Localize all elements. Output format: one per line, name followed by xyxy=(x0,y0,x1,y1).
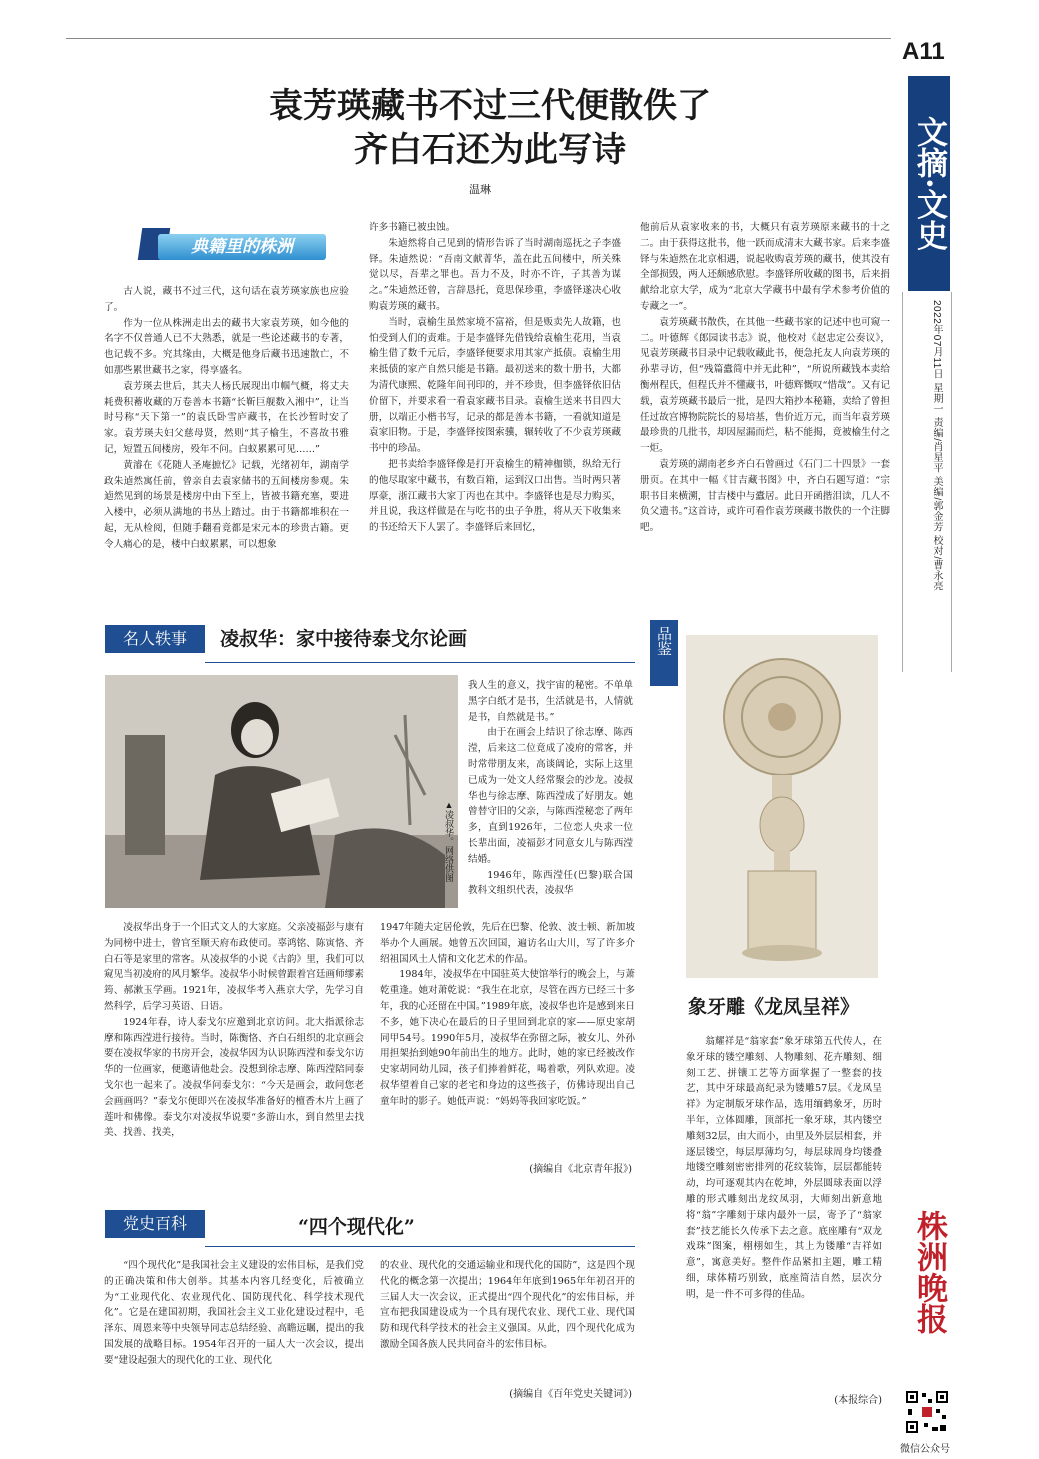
story2-source: (摘编自《北京青年报》) xyxy=(529,1164,632,1175)
story2-right-column xyxy=(468,678,633,918)
story2-paragraph: 1924年春，诗人泰戈尔应邀到北京访问。北大指派徐志摩和陈西滢进行接待。当时，陈衡恪、齐白石组织的北京画会要在凌叔华家的书房开会，凌叔华因为认识陈西滢和泰戈尔访华的一位画家，便邀请他赴会。没想到徐志摩、陈西滢陪同泰戈尔也一起来了。凌叔华问泰戈尔：“今天是画会，敢问您老会画画吗？”泰戈尔便即兴在凌叔华准备好的檀香木片上画了莲叶和佛像。泰戈尔对凌叔华说要“多游山水，到自然里去找美、找善、找美， xyxy=(104,1016,364,1139)
story2-paragraph: 凌叔华出身于一个旧式文人的大家庭。父亲凌福彭与康有为同榜中进士，曾官至顺天府布政使司。辜鸿铭、陈寅恪、齐白石等是家里的常客。从凌叔华的小说《古韵》里，我们可以窥见当初凌府的风月繁华。凌叔华小时候曾跟着宫廷画师缪素筠、郝漱玉学画。1921年，凌叔华考入燕京大学，先学习自然科学，后学习英语、日语。 xyxy=(104,922,364,1012)
story3-source: (摘编自《百年党史关键词》) xyxy=(509,1389,632,1400)
story2-paragraph: 1946年，陈西滢任(巴黎)联合国教科文组织代表，凌叔华 xyxy=(468,869,633,897)
story3-title: “四个现代化” xyxy=(298,1216,415,1238)
ivory-carving-photo xyxy=(686,635,878,978)
story3-badge: 党史百科 xyxy=(105,1210,205,1238)
lead-author: 温琳 xyxy=(469,184,491,196)
section-title xyxy=(908,76,950,291)
dateline: 2022年07月11日 星期一 责编/肖星平 美编/郭金芳 校对/曹永亮 xyxy=(931,300,942,592)
lead-paragraph: 许多书籍已被虫蚀。 xyxy=(369,222,456,233)
story3-paragraph: “四个现代化”是我国社会主义建设的宏伟目标，是我们党的正确决策和伟大创举。其基本内容几经变化，后被确立为“工业现代化、农业现代化、国防现代化、科学技术现代化”。它是在建国初期，我国社会主义工业化建设过程中，毛泽东、周恩来等中央领导同志总结经验、高瞻远瞩，提出的我国发展的战略目标。1954年召开的一届人大一次会议，提出要“建设起强大的现代化的工业、现代化 xyxy=(104,1260,364,1366)
lead-column-1 xyxy=(104,284,349,614)
story4-source: (本报综合) xyxy=(834,1395,882,1406)
story2-title: 凌叔华：家中接待泰戈尔论画 xyxy=(220,628,468,650)
story2-mid-column xyxy=(380,920,635,1160)
lead-title-line1: 袁芳瑛藏书不过三代便散佚了 xyxy=(269,86,711,126)
story2-paragraph: 我人生的意义，找宇宙的秘密。不单单黑字白纸才是书，生活就是书，人情就是书，自然就是书。” xyxy=(468,680,633,723)
portrait-caption: ▲凌叔华。网络供图 xyxy=(444,800,454,882)
lead-paragraph: 当时，袁榆生虽然家境不富裕，但是贩卖先人故籍，也怕受到人们的责难。于是李盛铎先借钱给袁榆生花用，当袁榆生借了数千元后，李盛铎便要求用其家产抵债。袁榆生用来抵债的家产自然只能是书籍。最初送来的数十册书，大都为清代康熙、乾隆年间刊印的，并不珍贵，但李盛铎依旧估价留下，并要求看一看袁家藏书目录。袁榆生送来书目四大册，以端正小楷书写，记录的都是善本书籍，一看就知道是袁家旧物。于是，李盛铎按图索骥，辗转收了不少袁芳瑛藏书中的珍品。 xyxy=(369,316,621,455)
lead-paragraph: 袁芳瑛藏书散佚，在其他一些藏书家的记述中也可窥一二。叶德辉《郎园读书志》说，他校对《赵忠定公奏议》，见袁芳瑛藏书目录中记载收藏此书，便急托友人向袁芳瑛的孙辈寻访，但“残篇蠹简中并无此种”，“所说所藏钱本卖给衡州程氏，但程氏并不懂藏书，叶德辉慨叹“惜哉”。又有记载，袁芳瑛藏书最后一批，是四大箱抄本秘籍，卖给了曾担任过故宫博物院院长的易培基，售价近万元，而当年袁芳瑛最珍贵的几批书，却因屋漏而烂，粘不能揭，竟被榆生付之一炬。 xyxy=(640,316,890,455)
portrait-illustration xyxy=(105,675,458,908)
newspaper-logo-text: 株洲晚报 xyxy=(911,1210,947,1334)
lead-column-3 xyxy=(640,220,890,615)
story4-badge xyxy=(650,620,678,686)
story3-right-column xyxy=(380,1258,635,1373)
story2-badge: 名人轶事 xyxy=(105,625,205,653)
lead-paragraph: 古人说，藏书不过三代，这句话在袁芳瑛家族也应验了。 xyxy=(104,286,349,313)
lead-paragraph: 黄濬在《花随人圣庵摭忆》记载，光绪初年，湖南学政朱逌然寓任前，曾亲自去袁家储书的五间楼房参观。朱逌然见到的场景是楼房中由下至上，皆被书籍充塞，要进入楼中，必须从满地的书丛上踏过。由于书籍都堆积在一起，无从检阅，但随手翻看竟都是宋元本的珍贵古籍。更令人痛心的是，楼中白蚁累累，可以想象 xyxy=(104,459,349,550)
story4-title: 象牙雕《龙凤呈祥》 xyxy=(688,996,860,1018)
story4-text xyxy=(686,1034,882,1389)
story2-rule xyxy=(205,662,635,663)
lead-paragraph: 作为一位从株洲走出去的藏书大家袁芳瑛，如今他的名字不仅普通人已不大熟悉，就是一些论述藏书的专著，也记载不多。究其缘由，大概是他身后藏书迅速散亡，不如那些累世藏书之家，得享盛名。 xyxy=(104,317,349,376)
column-banner-label: 典籍里的株洲 xyxy=(158,234,326,260)
story2-left-column xyxy=(104,920,364,1185)
newspaper-logo xyxy=(909,1210,949,1370)
story3-rule xyxy=(205,1246,635,1247)
dateline-rule-right xyxy=(951,292,952,672)
story2-paragraph: 1984年，凌叔华在中国驻英大使馆举行的晚会上，与萧乾重逢。她对萧乾说：“我生在北京，尽管在西方已经三十多年，我的心还留在中国。”1989年底，凌叔华也许是感到来日不多，她下决心在最后的日子里回到北京的家——原史家胡同甲54号。1990年5月，凌叔华在弥留之际，被女儿、外孙用担架抬到她90年前出生的地方。此时，她的家已经被改作史家胡同幼儿园，孩子们捧着鲜花，喝着歌，列队欢迎。凌叔华望着自己家的老宅和身边的这些孩子，仿佛诗现出自己童年时的影子。她低声说：“妈妈等我回家吃饭。” xyxy=(380,969,635,1107)
story2-paragraph: 1947年随夫定居伦敦，先后在巴黎、伦敦、波士顿、新加坡举办个人画展。她曾五次回国，遍访名山大川，写了许多介绍祖国风土人情和文化艺术的作品。 xyxy=(380,922,635,965)
lead-paragraph: 袁芳瑛去世后，其夫人杨氏展现出巾帼气概，将丈夫耗费积蓄收藏的万卷善本书籍“长靳巨舰数入湘中”，让当时号称“天下第一”的袁氏卧雪庐藏书，在长沙暂时安了家。袁芳瑛夫妇父慈母贤，然则“其子榆生，不喜故书雅记，短置五间楼房，殁年不问。白蚁累累可见……” xyxy=(104,380,349,455)
qr-code-icon xyxy=(904,1389,950,1435)
lead-headline xyxy=(140,84,840,172)
section-title-text: 文摘·文史 xyxy=(911,116,947,251)
lead-paragraph: 把书卖给李盛铎像是打开袁榆生的精神枷锁，纵给无行的他尽取家中藏书，有数百箱，运到汉口出售。当时两只著厚豪，浙江藏书大家丁丙也在其中。李盛铎也是尽力购买，并且说，我这样做是在与吃书的虫子争胜，将从天下收集来的书还给天下人罢了。李盛铎后来回忆， xyxy=(369,458,621,534)
portrait-photo xyxy=(105,675,458,908)
dateline-rule-left xyxy=(902,292,903,672)
lead-title-line2: 齐白石还为此写诗 xyxy=(354,130,626,170)
lead-paragraph: 袁芳瑛的湖南老乡齐白石曾画过《石门二十四景》一套册页。在其中一幅《甘吉藏书图》中，齐白石题写道：“宗职书目来横溯，甘吉楼中与蠹居。此日开函揩泪读，几人不负父遗书。”这首诗，或许可看作袁芳瑛藏书散佚的一个注脚吧。 xyxy=(640,458,890,534)
story3-paragraph: 的农业、现代化的交通运输业和现代化的国防”，这是四个现代化的概念第一次提出；1964年年底到1965年年初召开的三届人大一次会议，正式提出“四个现代化”的宏伟目标，并宣布把我国建设成为一个具有现代农业、现代工业、现代国防和现代科学技术的社会主义强国。从此，四个现代化成为激励全国各族人民共同奋斗的宏伟目标。 xyxy=(380,1260,635,1350)
top-rule xyxy=(66,38,891,39)
lead-paragraph: 他前后从袁家收来的书，大概只有袁芳瑛原来藏书的十之二。由于获得这批书，他一跃而成清末大藏书家。后来李盛铎与朱逌然在北京相遇，说起收购袁芳瑛的藏书，使其没有全部损毁，两人还颇感欣慰。李盛铎所收藏的图书，后来捐献给北京大学，成为“北京大学藏书中最有学术参考价值的专藏之一”。 xyxy=(640,222,890,312)
qr-code[interactable] xyxy=(904,1389,950,1435)
story3-left-column xyxy=(104,1258,364,1408)
qr-caption: 微信公众号 xyxy=(900,1444,950,1455)
lead-paragraph: 朱逌然将自己见到的情形告诉了当时湖南巡抚之子李盛铎。朱逌然说：“吾南文献菁华，盖在此五间楼中，所关殊觉以尽，吾辈之罪也。吾力不及，时亦不许，子其善为谋之。”朱逌然还曾，言辞恳托，竟思保珍重，李盛铎遂决心收购袁芳瑛的藏书。 xyxy=(369,237,621,312)
story4-paragraph: 翁耀祥是“翁家套”象牙球第五代传人，在象牙球的镂空雕刻、人物雕刻、花卉雕刻、细刻工艺、拼镶工艺等方面掌握了一整套的技艺，其中牙球最高纪录为镂雕57层。《龙凤呈祥》为定制版牙球作品，选用缅鹤象牙，历时半年，立体圆雕，顶部托一象牙球，其内镂空雕刻32层，由大而小，由里及外层层相套，并逐层镂空，每层厚薄均匀，每层球周身均镂叠地镂空雕刻密密排列的花纹装饰，层层都能转动，均可逐观其内在乾坤，外层圆球表面以浮雕的形式雕刻出龙纹凤羽，大师刻出新意地将“翁”字雕刻于球内最外一层，寄予了“翁家套”技艺能长久传承下去之意。底座雕有“双龙戏珠”图案，栩栩如生，其上为镂雕“吉祥如意”，寓意美好。整件作品紧扣主题，雕工精细，球体精巧别致，底座简洁自然，层次分明，是一件不可多得的佳品。 xyxy=(686,1036,882,1300)
story4-badge-text: 品鉴 xyxy=(655,626,673,656)
column-banner xyxy=(140,222,330,266)
page-number: A11 xyxy=(902,38,945,65)
lead-column-2 xyxy=(369,220,621,615)
story2-paragraph: 由于在画会上结识了徐志摩、陈西滢，后来这二位竟成了凌府的常客，并时常带朋友来，高谈阔论，实际上这里已成为一处文人经常聚会的沙龙。凌叔华也与徐志摩、陈西滢成了好朋友。她曾替守旧的父亲，与陈西滢秘恋了两年多，直到1926年，二位恋人央求一位长辈出面，凌福彭才同意女儿与陈西滢结婚。 xyxy=(468,727,633,865)
ivory-carving-illustration xyxy=(686,635,878,978)
